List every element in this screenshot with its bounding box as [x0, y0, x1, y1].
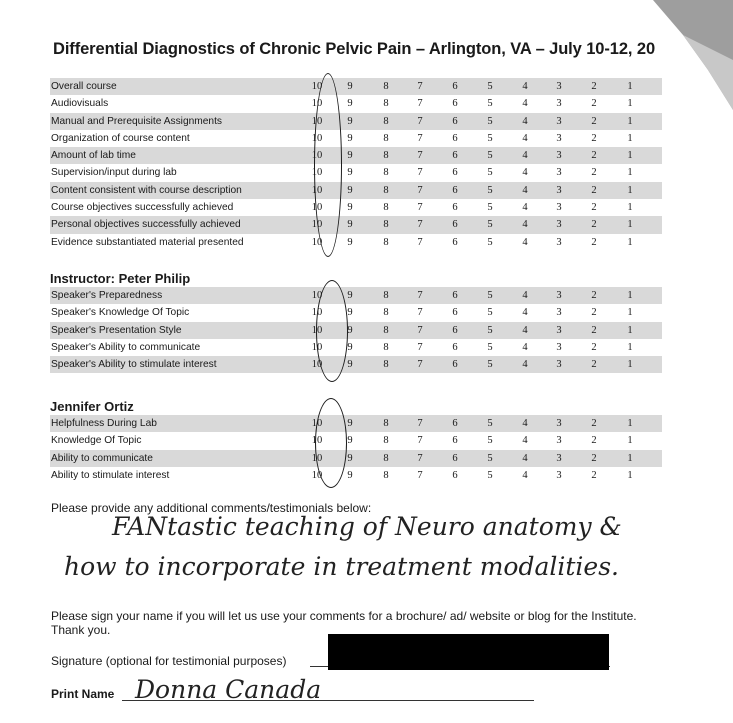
rating-option-4[interactable]: 4 — [522, 290, 528, 301]
rating-option-8[interactable]: 8 — [383, 418, 389, 429]
instructor-peter-rating-item-label: Speaker's Ability to communicate — [51, 341, 201, 353]
course-rating-row — [50, 130, 662, 147]
rating-option-2[interactable]: 2 — [591, 418, 597, 429]
rating-option-6[interactable]: 6 — [452, 81, 458, 92]
instructor-peter-rating-row — [50, 287, 662, 304]
print-name-value: Donna Canada — [135, 675, 322, 704]
course-rating-item-label: Evidence substantiated material presented — [51, 236, 244, 248]
rating-option-9[interactable]: 9 — [347, 115, 353, 127]
rating-option-6[interactable]: 6 — [452, 219, 458, 231]
rating-option-3[interactable]: 3 — [556, 167, 562, 179]
rating-option-7[interactable]: 7 — [417, 307, 423, 319]
course-rating-row — [50, 182, 662, 199]
rating-option-1[interactable]: 1 — [627, 132, 633, 144]
rating-option-8[interactable]: 8 — [383, 115, 389, 127]
rating-option-7[interactable]: 7 — [417, 324, 423, 336]
rating-option-1[interactable]: 1 — [627, 184, 633, 196]
course-rating-row — [50, 147, 662, 164]
rating-option-4[interactable]: 4 — [522, 359, 528, 371]
instructor-jennifer-rating-item-label: Knowledge Of Topic — [51, 435, 142, 447]
rating-option-4[interactable]: 4 — [522, 435, 528, 447]
rating-option-10[interactable]: 10 — [311, 150, 323, 162]
rating-option-8[interactable]: 8 — [383, 307, 389, 319]
folded-page-corner — [653, 0, 733, 110]
rating-option-2[interactable]: 2 — [591, 452, 597, 464]
rating-option-8[interactable]: 8 — [383, 452, 389, 464]
course-rating-item-label: Content consistent with course description — [51, 184, 242, 196]
rating-option-10[interactable]: 10 — [311, 341, 323, 353]
rating-option-5[interactable]: 5 — [487, 359, 493, 371]
rating-option-1[interactable]: 1 — [627, 307, 633, 319]
instructor-peter-heading: Instructor: Peter Philip — [50, 271, 191, 286]
rating-option-4[interactable]: 4 — [522, 98, 528, 110]
rating-option-7[interactable]: 7 — [417, 290, 423, 301]
rating-option-3[interactable]: 3 — [556, 236, 562, 248]
rating-option-7[interactable]: 7 — [417, 359, 423, 371]
rating-option-8[interactable]: 8 — [383, 98, 389, 110]
instructor-peter-rating-row — [50, 356, 662, 373]
rating-option-9[interactable]: 9 — [347, 290, 353, 301]
course-rating-item-label: Audiovisuals — [51, 98, 109, 110]
instructor-peter-rating-row — [50, 339, 662, 356]
rating-option-2[interactable]: 2 — [591, 150, 597, 162]
rating-option-6[interactable]: 6 — [452, 324, 458, 336]
rating-option-10[interactable]: 10 — [311, 452, 323, 464]
rating-option-7[interactable]: 7 — [417, 341, 423, 353]
rating-option-7[interactable]: 7 — [417, 219, 423, 231]
rating-option-6[interactable]: 6 — [452, 307, 458, 319]
rating-option-10[interactable]: 10 — [311, 236, 323, 248]
rating-option-9[interactable]: 9 — [347, 150, 353, 162]
instructor-jennifer-rating-item-label: Helpfulness During Lab — [51, 418, 157, 429]
rating-option-6[interactable]: 6 — [452, 132, 458, 144]
rating-option-4[interactable]: 4 — [522, 184, 528, 196]
rating-option-1[interactable]: 1 — [627, 359, 633, 371]
rating-option-6[interactable]: 6 — [452, 341, 458, 353]
rating-option-6[interactable]: 6 — [452, 184, 458, 196]
rating-option-3[interactable]: 3 — [556, 418, 562, 429]
rating-option-5[interactable]: 5 — [487, 219, 493, 231]
instructor-peter-rating-row — [50, 304, 662, 321]
rating-option-3[interactable]: 3 — [556, 341, 562, 353]
rating-option-4[interactable]: 4 — [522, 236, 528, 248]
rating-option-7[interactable]: 7 — [417, 452, 423, 464]
rating-option-10[interactable]: 10 — [311, 307, 323, 319]
rating-option-7[interactable]: 7 — [417, 184, 423, 196]
rating-option-5[interactable]: 5 — [487, 324, 493, 336]
course-rating-item-label: Manual and Prerequisite Assignments — [51, 115, 223, 127]
course-rating-row — [50, 164, 662, 181]
rating-option-9[interactable]: 9 — [347, 418, 353, 429]
comments-prompt: Please provide any additional comments/testimonials below: — [51, 501, 372, 515]
course-rating-row — [50, 216, 662, 233]
rating-option-10[interactable]: 10 — [311, 184, 323, 196]
course-rating-item-label: Overall course — [51, 81, 117, 92]
rating-option-4[interactable]: 4 — [522, 341, 528, 353]
rating-option-7[interactable]: 7 — [417, 469, 423, 481]
rating-option-1[interactable]: 1 — [627, 98, 633, 110]
instructor-jennifer-rating-row — [50, 415, 662, 432]
rating-option-4[interactable]: 4 — [522, 81, 528, 92]
rating-option-6[interactable]: 6 — [452, 452, 458, 464]
rating-option-9[interactable]: 9 — [347, 236, 353, 248]
rating-option-2[interactable]: 2 — [591, 184, 597, 196]
rating-option-3[interactable]: 3 — [556, 132, 562, 144]
rating-option-5[interactable]: 5 — [487, 341, 493, 353]
rating-option-6[interactable]: 6 — [452, 98, 458, 110]
rating-option-10[interactable]: 10 — [311, 132, 323, 144]
rating-option-5[interactable]: 5 — [487, 290, 493, 301]
rating-option-8[interactable]: 8 — [383, 341, 389, 353]
rating-option-7[interactable]: 7 — [417, 98, 423, 110]
rating-option-6[interactable]: 6 — [452, 290, 458, 301]
course-selection-circle — [314, 73, 342, 257]
rating-option-9[interactable]: 9 — [347, 132, 353, 144]
rating-option-9[interactable]: 9 — [347, 98, 353, 110]
rating-option-8[interactable]: 8 — [383, 167, 389, 179]
course-rating-item-label: Supervision/input during lab — [51, 167, 177, 179]
rating-option-6[interactable]: 6 — [452, 418, 458, 429]
rating-option-4[interactable]: 4 — [522, 219, 528, 231]
rating-option-6[interactable]: 6 — [452, 202, 458, 214]
rating-option-2[interactable]: 2 — [591, 219, 597, 231]
rating-option-2[interactable]: 2 — [591, 469, 597, 481]
rating-option-6[interactable]: 6 — [452, 115, 458, 127]
rating-option-5[interactable]: 5 — [487, 307, 493, 319]
rating-option-7[interactable]: 7 — [417, 202, 423, 214]
rating-option-7[interactable]: 7 — [417, 236, 423, 248]
rating-option-2[interactable]: 2 — [591, 359, 597, 371]
rating-option-5[interactable]: 5 — [487, 115, 493, 127]
rating-option-6[interactable]: 6 — [452, 236, 458, 248]
rating-option-2[interactable]: 2 — [591, 290, 597, 301]
instructor-peter-ratings — [50, 271, 662, 373]
rating-option-2[interactable]: 2 — [591, 81, 597, 92]
rating-option-8[interactable]: 8 — [383, 150, 389, 162]
rating-option-10[interactable]: 10 — [311, 219, 323, 231]
rating-option-9[interactable]: 9 — [347, 219, 353, 231]
rating-option-10[interactable]: 10 — [311, 81, 323, 92]
rating-option-2[interactable]: 2 — [591, 167, 597, 179]
rating-option-1[interactable]: 1 — [627, 81, 633, 92]
rating-option-2[interactable]: 2 — [591, 324, 597, 336]
course-rating-row — [50, 234, 662, 251]
rating-option-5[interactable]: 5 — [487, 81, 493, 92]
instructor-jennifer-rating-item-label: Ability to communicate — [51, 452, 153, 464]
rating-option-2[interactable]: 2 — [591, 115, 597, 127]
instructor-peter-rating-row — [50, 322, 662, 339]
rating-option-5[interactable]: 5 — [487, 184, 493, 196]
form-title: Differential Diagnostics of Chronic Pelvic Pain – Arlington, VA – July 10-12, 20 — [53, 40, 656, 58]
rating-option-1[interactable]: 1 — [627, 341, 633, 353]
consent-text-line2: Thank you. — [51, 623, 111, 637]
rating-option-3[interactable]: 3 — [556, 219, 562, 231]
rating-option-6[interactable]: 6 — [452, 359, 458, 371]
rating-option-3[interactable]: 3 — [556, 290, 562, 301]
instructor-peter-rating-item-label: Speaker's Presentation Style — [51, 324, 182, 336]
rating-option-3[interactable]: 3 — [556, 307, 562, 319]
rating-option-1[interactable]: 1 — [627, 150, 633, 162]
rating-option-4[interactable]: 4 — [522, 202, 528, 214]
rating-option-5[interactable]: 5 — [487, 98, 493, 110]
instructor-jennifer-ratings — [50, 399, 662, 484]
rating-option-10[interactable]: 10 — [311, 359, 323, 371]
rating-option-5[interactable]: 5 — [487, 202, 493, 214]
print-name-label: Print Name — [51, 687, 115, 701]
rating-option-10[interactable]: 10 — [311, 418, 323, 429]
rating-option-10[interactable]: 10 — [311, 324, 323, 336]
rating-option-6[interactable]: 6 — [452, 167, 458, 179]
rating-option-1[interactable]: 1 — [627, 418, 633, 429]
rating-option-5[interactable]: 5 — [487, 435, 493, 447]
rating-option-3[interactable]: 3 — [556, 184, 562, 196]
instructor-jennifer-rating-item-label: Ability to stimulate interest — [51, 469, 170, 481]
rating-option-6[interactable]: 6 — [452, 150, 458, 162]
rating-option-7[interactable]: 7 — [417, 115, 423, 127]
rating-option-4[interactable]: 4 — [522, 132, 528, 144]
instructor-peter-rating-item-label: Speaker's Knowledge Of Topic — [51, 307, 190, 319]
instructor-jennifer-rating-row — [50, 467, 662, 484]
rating-option-2[interactable]: 2 — [591, 132, 597, 144]
rating-option-7[interactable]: 7 — [417, 418, 423, 429]
rating-option-2[interactable]: 2 — [591, 98, 597, 110]
rating-option-9[interactable]: 9 — [347, 341, 353, 353]
instructor-peter-selection-circle — [316, 280, 348, 382]
handwritten-comment-line1: FANtastic teaching of Neuro anatomy & — [112, 512, 622, 541]
rating-option-3[interactable]: 3 — [556, 115, 562, 127]
rating-option-3[interactable]: 3 — [556, 150, 562, 162]
rating-option-4[interactable]: 4 — [522, 167, 528, 179]
rating-option-8[interactable]: 8 — [383, 324, 389, 336]
rating-option-4[interactable]: 4 — [522, 324, 528, 336]
rating-option-4[interactable]: 4 — [522, 469, 528, 481]
rating-option-2[interactable]: 2 — [591, 307, 597, 319]
rating-option-2[interactable]: 2 — [591, 435, 597, 447]
rating-option-3[interactable]: 3 — [556, 81, 562, 92]
rating-option-9[interactable]: 9 — [347, 435, 353, 447]
rating-option-5[interactable]: 5 — [487, 150, 493, 162]
rating-option-1[interactable]: 1 — [627, 115, 633, 127]
rating-option-10[interactable]: 10 — [311, 167, 323, 179]
instructor-peter-rating-item-label: Speaker's Ability to stimulate interest — [51, 359, 217, 371]
rating-option-10[interactable]: 10 — [311, 115, 323, 127]
course-rating-item-label: Amount of lab time — [51, 150, 136, 162]
rating-option-8[interactable]: 8 — [383, 469, 389, 481]
rating-option-8[interactable]: 8 — [383, 202, 389, 214]
rating-option-7[interactable]: 7 — [417, 132, 423, 144]
rating-option-8[interactable]: 8 — [383, 359, 389, 371]
course-rating-item-label: Organization of course content — [51, 132, 190, 144]
rating-option-8[interactable]: 8 — [383, 184, 389, 196]
rating-option-9[interactable]: 9 — [347, 202, 353, 214]
rating-option-4[interactable]: 4 — [522, 418, 528, 429]
rating-option-4[interactable]: 4 — [522, 452, 528, 464]
rating-option-3[interactable]: 3 — [556, 98, 562, 110]
rating-option-7[interactable]: 7 — [417, 167, 423, 179]
rating-option-2[interactable]: 2 — [591, 236, 597, 248]
rating-option-9[interactable]: 9 — [347, 324, 353, 336]
rating-option-8[interactable]: 8 — [383, 290, 389, 301]
rating-option-3[interactable]: 3 — [556, 469, 562, 481]
instructor-jennifer-heading: Jennifer Ortiz — [50, 399, 134, 414]
rating-option-8[interactable]: 8 — [383, 236, 389, 248]
rating-option-8[interactable]: 8 — [383, 132, 389, 144]
rating-option-8[interactable]: 8 — [383, 219, 389, 231]
course-rating-row — [50, 199, 662, 216]
rating-option-5[interactable]: 5 — [487, 452, 493, 464]
rating-option-10[interactable]: 10 — [311, 202, 323, 214]
rating-option-10[interactable]: 10 — [311, 469, 323, 481]
course-rating-item-label: Course objectives successfully achieved — [51, 202, 234, 214]
rating-option-1[interactable]: 1 — [627, 324, 633, 336]
course-rating-row — [50, 95, 662, 112]
instructor-peter-rating-item-label: Speaker's Preparedness — [51, 290, 163, 301]
course-ratings — [50, 78, 662, 251]
rating-option-1[interactable]: 1 — [627, 435, 633, 447]
rating-option-6[interactable]: 6 — [452, 435, 458, 447]
handwritten-comment-line2: how to incorporate in treatment modalities. — [64, 552, 619, 581]
rating-option-9[interactable]: 9 — [347, 81, 353, 92]
course-rating-row — [50, 113, 662, 130]
rating-option-9[interactable]: 9 — [347, 167, 353, 179]
rating-option-3[interactable]: 3 — [556, 202, 562, 214]
rating-option-6[interactable]: 6 — [452, 469, 458, 481]
rating-option-1[interactable]: 1 — [627, 219, 633, 231]
rating-option-9[interactable]: 9 — [347, 307, 353, 319]
rating-option-5[interactable]: 5 — [487, 236, 493, 248]
rating-option-5[interactable]: 5 — [487, 469, 493, 481]
rating-option-1[interactable]: 1 — [627, 167, 633, 179]
rating-option-10[interactable]: 10 — [311, 98, 323, 110]
rating-option-4[interactable]: 4 — [522, 307, 528, 319]
instructor-jennifer-rating-row — [50, 450, 662, 467]
rating-option-3[interactable]: 3 — [556, 452, 562, 464]
course-rating-item-label: Personal objectives successfully achieved — [51, 219, 241, 231]
rating-option-5[interactable]: 5 — [487, 418, 493, 429]
rating-option-9[interactable]: 9 — [347, 359, 353, 371]
rating-option-3[interactable]: 3 — [556, 435, 562, 447]
rating-option-1[interactable]: 1 — [627, 236, 633, 248]
rating-option-7[interactable]: 7 — [417, 150, 423, 162]
instructor-jennifer-selection-circle — [315, 398, 347, 488]
rating-option-10[interactable]: 10 — [311, 435, 323, 447]
rating-option-5[interactable]: 5 — [487, 167, 493, 179]
rating-option-1[interactable]: 1 — [627, 202, 633, 214]
rating-option-7[interactable]: 7 — [417, 81, 423, 92]
rating-option-3[interactable]: 3 — [556, 359, 562, 371]
signature-label: Signature (optional for testimonial purposes) — [51, 654, 287, 668]
rating-option-9[interactable]: 9 — [347, 452, 353, 464]
consent-text-line1: Please sign your name if you will let us use your comments for a brochure/ ad/ website or blog for the Institute. — [51, 609, 637, 623]
rating-option-3[interactable]: 3 — [556, 324, 562, 336]
rating-option-8[interactable]: 8 — [383, 435, 389, 447]
rating-option-10[interactable]: 10 — [311, 290, 323, 301]
rating-option-9[interactable]: 9 — [347, 184, 353, 196]
rating-option-4[interactable]: 4 — [522, 115, 528, 127]
rating-option-9[interactable]: 9 — [347, 469, 353, 481]
rating-option-1[interactable]: 1 — [627, 452, 633, 464]
rating-option-5[interactable]: 5 — [487, 132, 493, 144]
signature-redaction — [328, 634, 609, 670]
rating-option-7[interactable]: 7 — [417, 435, 423, 447]
rating-option-4[interactable]: 4 — [522, 150, 528, 162]
rating-option-2[interactable]: 2 — [591, 341, 597, 353]
course-rating-row — [50, 78, 662, 95]
instructor-jennifer-rating-row — [50, 432, 662, 449]
rating-option-8[interactable]: 8 — [383, 81, 389, 92]
rating-option-1[interactable]: 1 — [627, 290, 633, 301]
rating-option-2[interactable]: 2 — [591, 202, 597, 214]
rating-option-1[interactable]: 1 — [627, 469, 633, 481]
